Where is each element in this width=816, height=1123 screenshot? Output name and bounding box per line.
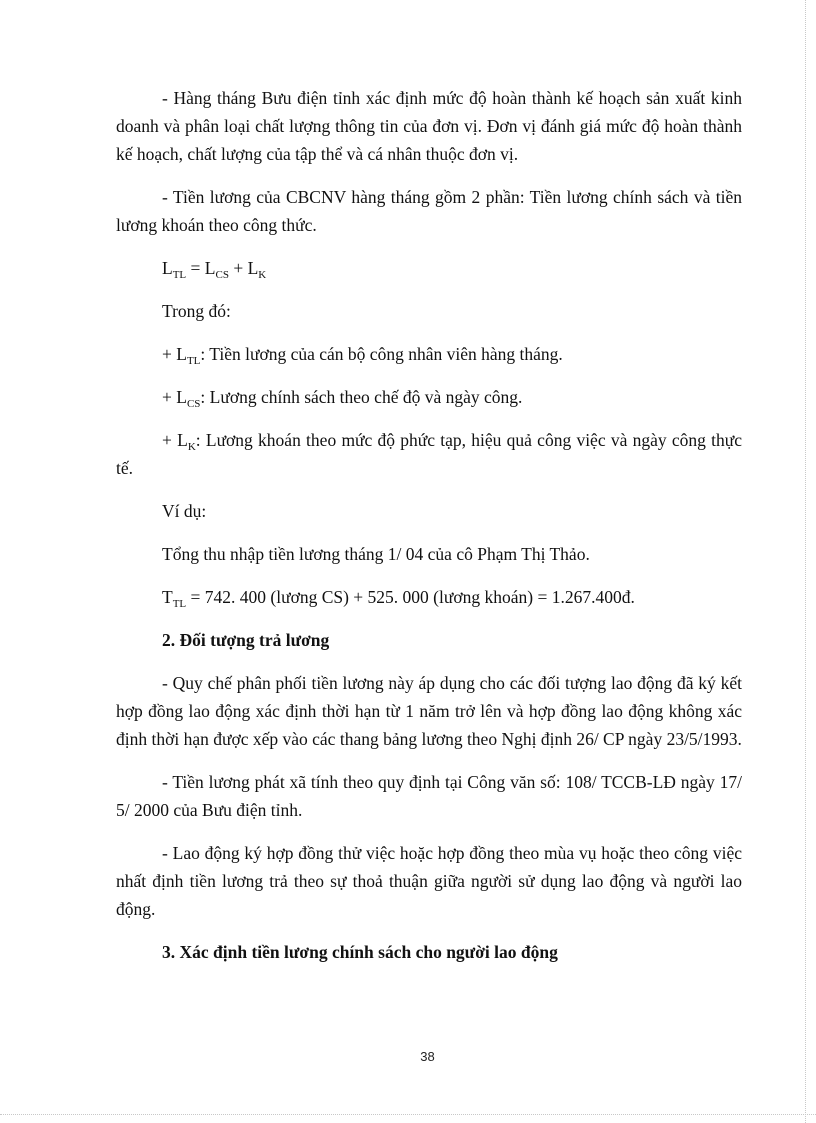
example-label: Ví dụ: (162, 501, 207, 521)
where-label: Trong đó: (162, 301, 231, 321)
paragraph-commune-salary: - Tiền lương phát xã tính theo quy định tại Công văn số: 108/ TCCB-LĐ ngày 17/ 5/ 2000 của Bưu điện tỉnh. (116, 772, 742, 820)
definition-ltl: + $L_{TL}$: Tiền lương của cán bộ công nhân viên hàng tháng. (162, 344, 563, 367)
document-body (116, 84, 742, 981)
paragraph-salary-parts: - Tiền lương của CBCNV hàng tháng gồm 2 phần: Tiền lương chính sách và tiền lương khoán theo công thức. (116, 187, 742, 235)
paragraph-applicable-workers: - Quy chế phân phối tiền lương này áp dụng cho các đối tượng lao động đã ký kết hợp đồng lao động xác định thời hạn từ 1 năm trở lên và hợp đồng lao động không xác định thời hạn được xếp vào các thang bảng lương theo Nghị định 26/ CP ngày 23/5/1993. (116, 673, 742, 749)
definition-lk: + $L_K$: Lương khoán theo mức độ phức tạp, hiệu quả công việc và ngày công thực tế. (116, 430, 742, 478)
page-border-bottom (0, 1114, 816, 1115)
section-heading-3: 3. Xác định tiền lương chính sách cho người lao động (162, 942, 558, 962)
formula-salary: $L_{TL} = L_{CS} + L_K$ (162, 258, 267, 281)
paragraph-monthly-evaluation: - Hàng tháng Bưu điện tỉnh xác định mức độ hoàn thành kế hoạch sản xuất kinh doanh và phân loại chất lượng thông tin của đơn vị. Đơn vị đánh giá mức độ hoàn thành kế hoạch, chất lượng của tập thể và cá nhân thuộc đơn vị. (116, 88, 742, 164)
example-calculation: $T_{TL} = 742$. 400 (lương CS) + 525. 000 (lương khoán) = 1.267.400đ. (162, 587, 635, 610)
definition-lcs: + $L_{CS}$: Lương chính sách theo chế độ và ngày công. (162, 387, 523, 410)
page-number: 38 (420, 1049, 435, 1064)
section-heading-2: 2. Đối tượng trả lương (162, 630, 330, 650)
page-border-right (805, 0, 806, 1123)
paragraph-probation-contract: - Lao động ký hợp đồng thử việc hoặc hợp đồng theo mùa vụ hoặc theo công việc nhất định tiền lương trả theo sự thoả thuận giữa người sử dụng lao động và người lao động. (116, 843, 742, 919)
example-description: Tổng thu nhập tiền lương tháng 1/ 04 của cô Phạm Thị Thảo. (162, 544, 590, 564)
